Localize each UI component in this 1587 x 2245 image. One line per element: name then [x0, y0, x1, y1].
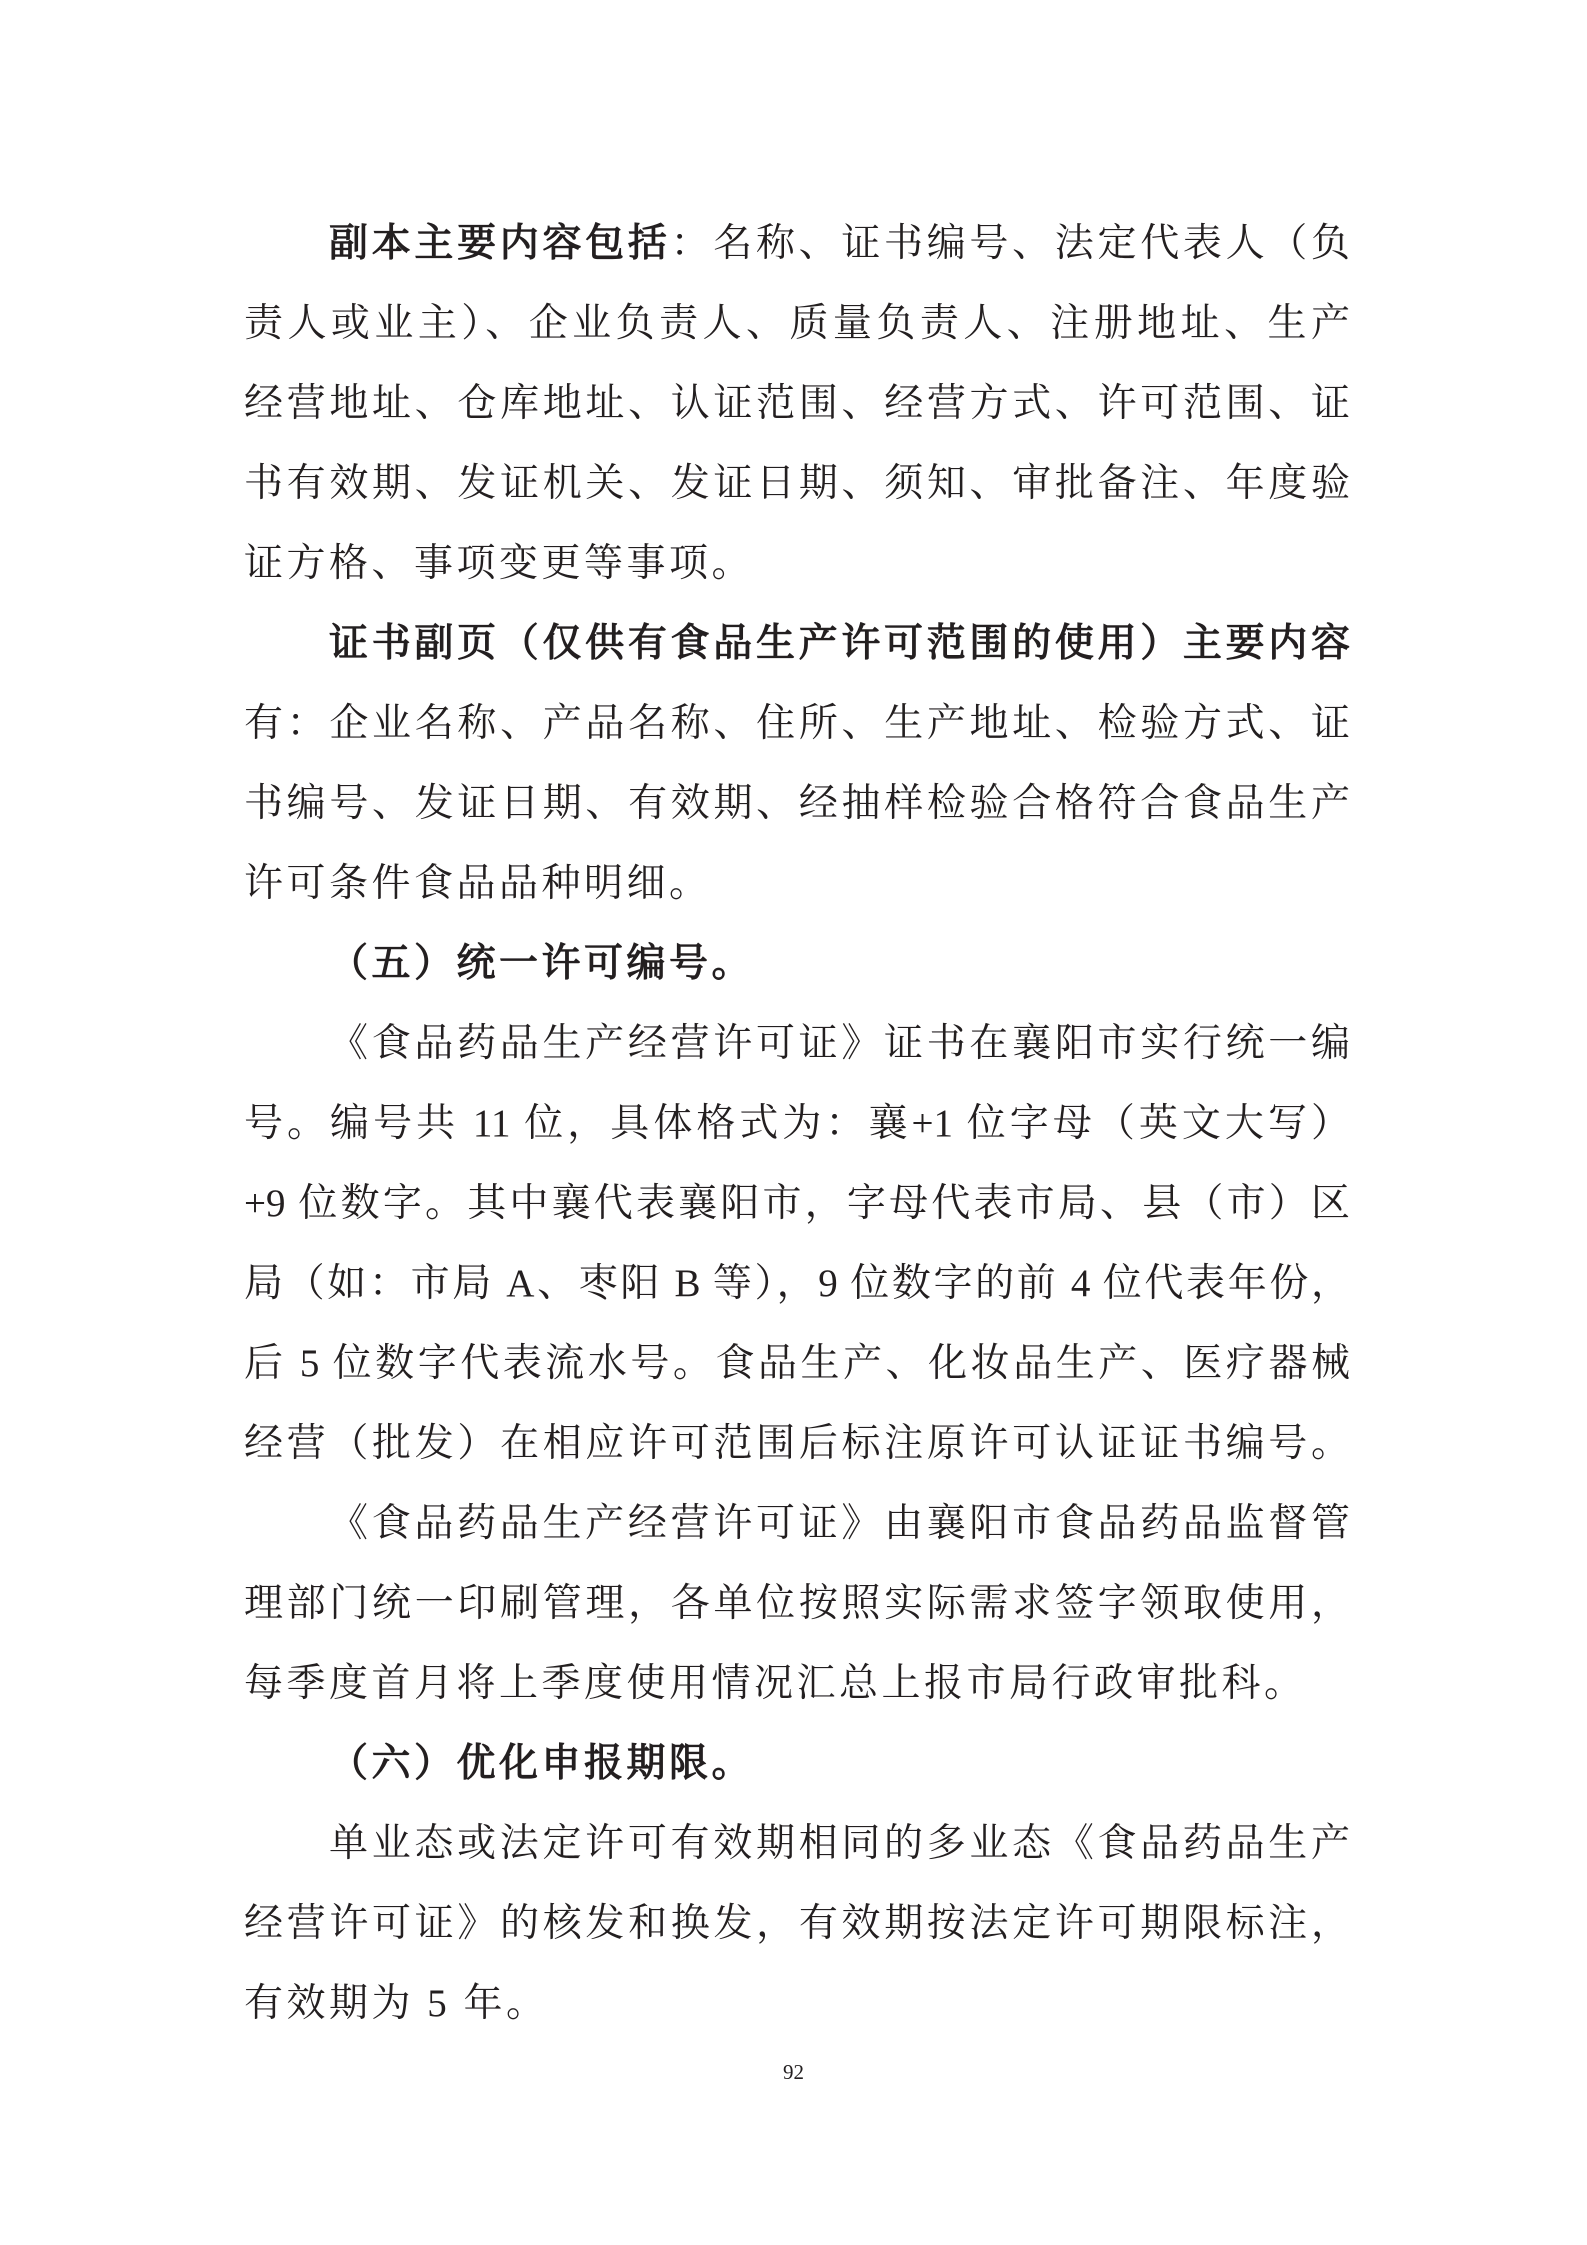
para3-line-3: +9 位数字。其中襄代表襄阳市，字母代表市局、县（市）区 — [244, 1182, 1350, 1225]
para4-line-2: 理部门统一印刷管理，各单位按照实际需求签字领取使用， — [244, 1582, 1350, 1625]
para4-line-1: 《食品药品生产经营许可证》由襄阳市食品药品监督管 — [329, 1502, 1350, 1545]
para2-line-3: 书编号、发证日期、有效期、经抽样检验合格符合食品生产 — [244, 782, 1350, 825]
para1-line-1-text: ：名称、证书编号、法定代表人（负 — [670, 222, 1350, 265]
section-heading-6: （六）优化申报期限。 — [329, 1742, 755, 1785]
para1-lead: 副本主要内容包括 — [329, 222, 671, 265]
para1-line-3: 经营地址、仓库地址、认证范围、经营方式、许可范围、证 — [244, 382, 1350, 425]
page-number: 92 — [783, 2060, 804, 2084]
document-body — [244, 204, 1350, 2044]
para3-line-4: 局（如：市局 A、枣阳 B 等），9 位数字的前 4 位代表年份， — [244, 1262, 1350, 1305]
section-heading-5: （五）统一许可编号。 — [329, 942, 755, 985]
para4-line-3: 每季度首月将上季度使用情况汇总上报市局行政审批科。 — [244, 1662, 1307, 1705]
para1-line-4: 书有效期、发证机关、发证日期、须知、审批备注、年度验 — [244, 462, 1350, 505]
para2-line-2: 有：企业名称、产品名称、住所、生产地址、检验方式、证 — [244, 702, 1350, 745]
para3-line-2: 号。编号共 11 位，具体格式为：襄+1 位字母（英文大写） — [244, 1102, 1350, 1145]
para1-line-2: 责人或业主）、企业负责人、质量负责人、注册地址、生产 — [244, 302, 1350, 345]
para1-line-5: 证方格、事项变更等事项。 — [244, 542, 755, 585]
para5-line-1: 单业态或法定许可有效期相同的多业态《食品药品生产 — [329, 1822, 1350, 1865]
para3-line-6: 经营（批发）在相应许可范围后标注原许可认证证书编号。 — [244, 1422, 1350, 1465]
para3-line-1: 《食品药品生产经营许可证》证书在襄阳市实行统一编 — [329, 1022, 1350, 1065]
para2-line-4: 许可条件食品品种明细。 — [244, 862, 712, 905]
para5-line-3: 有效期为 5 年。 — [244, 1982, 549, 2025]
para1-line-1 — [244, 204, 1350, 284]
para3-line-5: 后 5 位数字代表流水号。食品生产、化妆品生产、医疗器械 — [244, 1342, 1350, 1385]
para5-line-2: 经营许可证》的核发和换发，有效期按法定许可期限标注， — [244, 1902, 1350, 1945]
para2-lead: 证书副页（仅供有食品生产许可范围的使用）主要内容 — [329, 622, 1350, 665]
